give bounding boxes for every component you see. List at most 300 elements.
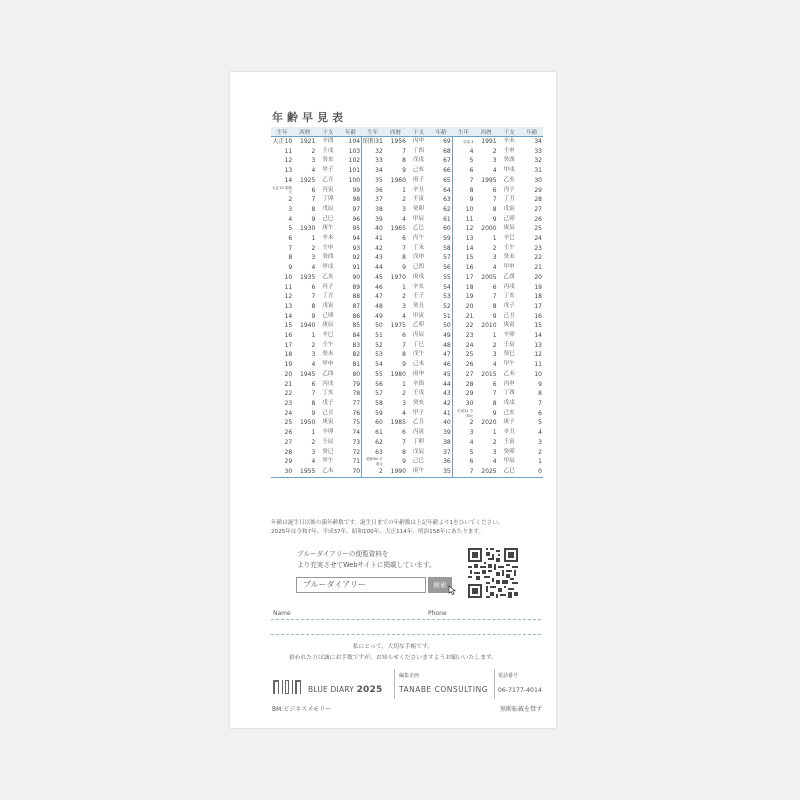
table-cell: 乙巳 <box>412 225 425 232</box>
table-cell: 4 <box>402 409 406 417</box>
table-cell: 2 <box>311 341 316 349</box>
table-cell: 39 <box>430 428 452 438</box>
column-header: 年齢 <box>430 127 452 137</box>
column-header: 年齢 <box>339 127 361 137</box>
table-cell: 95 <box>339 224 361 234</box>
table-cell: 102 <box>339 156 361 166</box>
table-cell: 12 <box>284 157 293 165</box>
table-cell: 40 <box>375 225 383 233</box>
table-cell: 47 <box>430 350 452 360</box>
footer-divider-1 <box>394 669 395 699</box>
table-cell: 58 <box>375 399 383 407</box>
table-row <box>271 467 543 477</box>
table-cell: 己亥 <box>503 409 515 416</box>
table-cell: 65 <box>430 176 452 186</box>
table-cell: 50 <box>430 321 452 331</box>
table-cell: 75 <box>339 418 361 428</box>
table-cell: 25 <box>534 225 542 233</box>
table-cell: 12 <box>284 293 293 301</box>
table-cell: 98 <box>339 195 361 205</box>
page-title: 年齢早見表 <box>272 111 347 124</box>
table-cell: 辛未 <box>503 138 515 144</box>
table-cell: 25 <box>465 351 474 359</box>
table-cell: 1 <box>402 186 406 194</box>
table-cell: 1 <box>538 458 542 466</box>
table-cell: 7 <box>492 293 497 301</box>
table-cell: 20 <box>284 370 293 378</box>
table-cell: 1955 <box>293 467 316 477</box>
table-cell: 1950 <box>300 419 316 427</box>
table-cell: 6 <box>492 283 497 291</box>
table-cell: 34 <box>375 167 383 175</box>
table-cell: 庚子 <box>412 176 425 183</box>
table-cell: 3 <box>492 351 497 359</box>
table-cell: 25 <box>284 419 293 427</box>
column-header: 年齢 <box>521 127 543 137</box>
table-cell: 7 <box>469 176 474 184</box>
table-cell: 38 <box>430 438 452 448</box>
table-cell: 8 <box>492 302 497 310</box>
table-cell: 辛卯 <box>322 429 334 436</box>
table-row <box>271 195 543 205</box>
table-cell: 85 <box>339 321 361 331</box>
table-cell: 51 <box>430 312 452 322</box>
table-row <box>271 224 543 234</box>
table-cell: 丁巳 <box>412 341 425 348</box>
cursor-icon <box>448 585 457 595</box>
table-cell: 1 <box>402 283 406 291</box>
diary-page <box>230 72 556 728</box>
brand-year: 2025 <box>356 685 383 695</box>
table-cell: 19 <box>534 283 542 291</box>
table-cell: 7 <box>452 467 474 477</box>
table-cell: 9 <box>492 215 497 223</box>
table-cell: 22 <box>534 254 542 262</box>
promo-line-2: より充実させてWebサイトに掲載しています。 <box>297 561 436 569</box>
table-row <box>271 186 543 196</box>
table-cell: 1945 <box>300 370 316 378</box>
table-cell: 78 <box>339 389 361 399</box>
table-cell: 18 <box>534 293 542 301</box>
promo-text <box>297 549 436 571</box>
table-cell: 丙申 <box>503 380 515 387</box>
table-cell: 55 <box>375 370 383 378</box>
table-cell: 4 <box>492 361 497 369</box>
table-cell: 辛巳 <box>503 235 515 242</box>
table-cell: 1980 <box>390 370 406 378</box>
table-cell: 13 <box>284 167 293 175</box>
table-cell: 32 <box>534 157 542 165</box>
table-cell: 9 <box>402 361 406 369</box>
table-cell: 50 <box>375 322 383 330</box>
footer-divider-2 <box>494 669 495 699</box>
table-cell: 74 <box>339 428 361 438</box>
table-cell: 2 <box>311 147 316 155</box>
table-cell: 15 <box>284 322 293 330</box>
owner-message-2: 拾われた方は誠にお手数ですが、お知らせくださいますようお願いいたします。 <box>288 655 498 661</box>
table-cell: 3 <box>492 254 497 262</box>
table-cell: 辛亥 <box>412 283 425 290</box>
table-cell: 80 <box>339 370 361 380</box>
table-cell: 88 <box>339 292 361 302</box>
table-cell: 甲申 <box>322 361 334 368</box>
table-cell: 6 <box>311 380 316 388</box>
table-cell: 19 <box>284 361 293 369</box>
table-cell: 1965 <box>390 225 406 233</box>
table-row <box>271 418 543 428</box>
table-cell: 27 <box>465 370 474 378</box>
table-cell: 乙酉 <box>503 273 515 280</box>
table-cell: 15 <box>534 322 542 330</box>
column-header: 干支 <box>407 127 430 137</box>
table-cell: 7 <box>288 244 293 252</box>
column-header: 干支 <box>498 127 521 137</box>
table-cell: 29 <box>284 458 293 466</box>
table-row <box>271 457 543 467</box>
table-cell: 9 <box>402 458 406 466</box>
search-box <box>296 577 454 593</box>
table-cell: 己丑 <box>503 312 515 319</box>
table-row <box>271 205 543 215</box>
table-cell: 癸巳 <box>503 351 515 358</box>
table-cell: 癸未 <box>322 351 334 358</box>
table-cell: 2025 <box>474 467 497 477</box>
table-cell: 甲午 <box>322 458 334 465</box>
table-cell: 辛卯 <box>503 332 515 339</box>
table-cell: 46 <box>430 360 452 370</box>
table-row <box>271 176 543 186</box>
table-cell: 79 <box>339 380 361 390</box>
table-cell: 7 <box>311 293 316 301</box>
table-cell: 己酉 <box>412 264 425 271</box>
table-cell: 戊辰 <box>322 205 334 212</box>
table-row <box>271 380 543 390</box>
table-cell: 甲子 <box>322 167 334 174</box>
table-cell: 1960 <box>390 176 406 184</box>
table-cell: 戊申 <box>412 254 425 261</box>
table-cell: 21 <box>534 264 542 272</box>
search-input[interactable]: ブルーダイアリー <box>296 577 426 593</box>
table-cell: 戊戌 <box>503 399 515 406</box>
table-cell: 8 <box>288 254 293 262</box>
table-cell: 26 <box>534 215 542 223</box>
table-cell: 1 <box>402 380 406 388</box>
table-cell: 48 <box>430 341 452 351</box>
table-cell: 6 <box>492 186 497 194</box>
table-cell: 34 <box>534 138 542 145</box>
table-cell: 2005 <box>481 273 497 281</box>
table-cell: 4 <box>311 167 316 175</box>
brand-name <box>308 685 382 695</box>
table-cell: 9 <box>402 264 406 272</box>
table-row <box>271 331 543 341</box>
table-cell: 77 <box>339 399 361 409</box>
table-cell: 35 <box>375 176 383 184</box>
table-cell: 11 <box>534 361 542 369</box>
phone-label: Phone <box>428 610 447 617</box>
editor-label: 編集企画 <box>399 673 420 679</box>
table-cell: 1 <box>492 429 497 437</box>
table-cell: 54 <box>375 361 383 369</box>
table-cell: 52 <box>375 341 383 349</box>
table-cell: 71 <box>339 457 361 467</box>
table-cell: 17 <box>465 273 474 281</box>
table-cell: 1935 <box>300 273 316 281</box>
table-cell: 6 <box>402 429 406 437</box>
table-cell: 29 <box>534 186 542 194</box>
table-cell: 89 <box>339 283 361 293</box>
table-cell: 3 <box>402 205 406 213</box>
column-header: 生年 <box>271 127 293 137</box>
qr-code-icon <box>468 548 518 598</box>
table-cell: 17 <box>284 341 293 349</box>
table-cell: 1970 <box>390 273 406 281</box>
table-cell: 甲午 <box>503 361 515 368</box>
table-cell: 56 <box>430 263 452 273</box>
table-cell: 10 <box>284 273 293 281</box>
table-cell: 21 <box>284 380 293 388</box>
table-cell: 68 <box>430 147 452 157</box>
table-cell: 丙午 <box>412 235 425 242</box>
table-cell: 1 <box>492 235 497 243</box>
table-cell: 44 <box>430 380 452 390</box>
table-row <box>271 234 543 244</box>
table-cell: 11 <box>465 215 474 223</box>
table-cell: 3 <box>492 448 497 456</box>
table-cell: 4 <box>311 361 316 369</box>
table-cell: 69 <box>430 137 452 147</box>
table-cell: 4 <box>402 312 406 320</box>
footer-left: BM:ビジネスメモリー <box>272 706 332 713</box>
table-cell: 壬戌 <box>412 390 425 397</box>
table-cell: 54 <box>430 283 452 293</box>
table-cell: 9 <box>311 312 316 320</box>
table-cell: 10 <box>534 370 542 378</box>
table-cell: 甲辰 <box>503 458 515 465</box>
table-cell: 6 <box>469 458 474 466</box>
age-table <box>271 127 543 478</box>
table-row <box>271 312 543 322</box>
table-cell: 己丑 <box>322 409 334 416</box>
table-cell: 3 <box>402 399 406 407</box>
table-row <box>271 438 543 448</box>
table-cell: 24 <box>534 235 542 243</box>
table-cell: 戊子 <box>503 302 515 309</box>
table-cell: 2 <box>402 390 406 398</box>
divider <box>271 634 541 635</box>
table-cell: 癸酉 <box>503 157 515 164</box>
table-cell: 37 <box>430 448 452 458</box>
table-cell: 9 <box>538 380 542 388</box>
table-row <box>271 253 543 263</box>
table-cell: 12 <box>534 351 542 359</box>
table-cell: 辛丑 <box>412 186 425 193</box>
table-cell: 15 <box>465 254 474 262</box>
column-header: 生年 <box>452 127 474 137</box>
table-cell: 1940 <box>300 322 316 330</box>
table-cell: 53 <box>430 292 452 302</box>
table-cell: 20 <box>465 302 474 310</box>
name-line <box>271 619 541 620</box>
table-cell: 12 <box>465 225 474 233</box>
table-cell: 59 <box>375 409 383 417</box>
table-cell: 4 <box>469 147 474 155</box>
table-cell: 2 <box>492 438 497 446</box>
table-cell: 22 <box>284 390 293 398</box>
search-button[interactable]: 検索 <box>428 577 452 593</box>
table-cell: 丁未 <box>412 244 425 251</box>
table-cell: 35 <box>430 467 452 477</box>
table-cell: 1925 <box>300 176 316 184</box>
table-cell: 己未 <box>412 361 425 368</box>
footer-right: 無断転載を禁ず <box>499 706 542 713</box>
table-cell: 7 <box>311 390 316 398</box>
table-cell: 3 <box>492 157 497 165</box>
table-cell: 40 <box>430 418 452 428</box>
table-cell: 67 <box>430 156 452 166</box>
table-cell: 丙戌 <box>322 380 334 387</box>
table-cell: 2020 <box>481 419 497 427</box>
table-cell: 1930 <box>300 225 316 233</box>
table-cell: 1 <box>311 429 316 437</box>
table-cell: 丁酉 <box>503 390 515 397</box>
table-cell: 2 <box>492 341 497 349</box>
table-cell: 45 <box>430 370 452 380</box>
table-cell: 4 <box>469 438 474 446</box>
table-cell: 28 <box>284 448 293 456</box>
table-cell: 乙丑 <box>322 176 334 183</box>
table-cell: 1 <box>311 332 316 340</box>
table-cell: 大正10 <box>272 138 293 145</box>
table-cell: 87 <box>339 302 361 312</box>
column-header: 生年 <box>362 127 384 137</box>
table-cell: 癸亥 <box>322 157 334 164</box>
table-cell: 6 <box>492 380 497 388</box>
table-cell: 甲戌 <box>322 264 334 271</box>
table-cell: 58 <box>430 244 452 254</box>
table-cell: 乙亥 <box>503 176 515 183</box>
table-cell: 庚午 <box>407 467 430 477</box>
table-cell: 昭和31 <box>363 138 383 145</box>
table-cell: 56 <box>375 380 383 388</box>
table-cell: 戊辰 <box>412 448 425 455</box>
table-cell: 92 <box>339 253 361 263</box>
table-cell: 61 <box>375 429 383 437</box>
tel-value: 06-7177-4014 <box>498 687 542 694</box>
table-cell: 4 <box>311 264 316 272</box>
table-cell: 癸卯 <box>412 205 425 212</box>
table-note <box>271 519 547 537</box>
brand-text: BLUE DIARY <box>308 685 354 694</box>
table-cell: 14 <box>284 312 293 320</box>
table-cell: 昭和64 平成元 <box>366 457 383 467</box>
table-cell: 9 <box>469 196 474 204</box>
table-cell: 104 <box>339 137 361 147</box>
table-cell: 庚午 <box>322 225 334 232</box>
table-cell: 36 <box>430 457 452 467</box>
table-cell: 83 <box>339 341 361 351</box>
table-cell: 22 <box>465 322 474 330</box>
table-cell: 9 <box>492 409 497 417</box>
table-cell: 8 <box>469 186 474 194</box>
table-cell: 9 <box>288 264 293 272</box>
table-cell: 戊戌 <box>412 157 425 164</box>
table-row <box>271 370 543 380</box>
table-cell: 2000 <box>481 225 497 233</box>
table-cell: 9 <box>402 167 406 175</box>
table-cell: 庚寅 <box>322 419 334 426</box>
table-cell: 6 <box>402 332 406 340</box>
table-cell: 5 <box>469 157 474 165</box>
table-header <box>271 127 543 137</box>
table-cell: 33 <box>534 147 542 155</box>
table-cell: 59 <box>430 234 452 244</box>
table-cell: 庚辰 <box>322 322 334 329</box>
table-cell: 13 <box>284 302 293 310</box>
table-cell: 39 <box>375 215 383 223</box>
table-cell: 己卯 <box>322 312 334 319</box>
table-cell: 14 <box>534 332 542 340</box>
table-cell: 16 <box>534 312 542 320</box>
table-cell: 4 <box>288 215 293 223</box>
table-cell: 壬戌 <box>322 147 334 154</box>
table-cell: 57 <box>375 390 383 398</box>
table-cell: 7 <box>402 147 406 155</box>
table-cell: 乙卯 <box>412 322 425 329</box>
table-cell: 8 <box>492 399 497 407</box>
table-row <box>271 341 543 351</box>
table-cell: 44 <box>375 264 383 272</box>
table-cell: 丁亥 <box>322 390 334 397</box>
table-row <box>271 273 543 283</box>
table-cell: 18 <box>465 283 474 291</box>
table-cell: 26 <box>465 361 474 369</box>
table-cell: 乙未 <box>503 370 515 377</box>
table-cell: 101 <box>339 166 361 176</box>
table-cell: 1990 <box>384 467 407 477</box>
table-cell: 丁丑 <box>503 196 515 203</box>
column-header: 西暦 <box>474 127 497 137</box>
table-cell: 丁丑 <box>322 293 334 300</box>
table-cell: 2 <box>402 196 406 204</box>
table-cell: 甲子 <box>412 409 425 416</box>
table-cell: 壬子 <box>412 293 425 300</box>
table-cell: 甲寅 <box>412 312 425 319</box>
table-cell: 1921 <box>300 138 316 145</box>
table-cell: 丁卯 <box>322 196 334 203</box>
table-cell: 6 <box>288 235 293 243</box>
table-cell: 1991 <box>481 138 497 145</box>
table-cell: 癸丑 <box>412 302 425 309</box>
table-cell: 3 <box>469 429 474 437</box>
table-cell: 3 <box>311 351 316 359</box>
column-header: 西暦 <box>384 127 407 137</box>
table-row <box>271 350 543 360</box>
table-cell: 癸亥 <box>412 399 425 406</box>
table-cell: 28 <box>534 196 542 204</box>
table-cell: 2 <box>492 244 497 252</box>
table-cell: 丁亥 <box>503 293 515 300</box>
editor-name: TANABE CONSULTING <box>399 685 489 694</box>
table-cell: 7 <box>538 399 542 407</box>
table-cell: 13 <box>534 341 542 349</box>
table-cell: 96 <box>339 215 361 225</box>
table-cell: 己卯 <box>503 215 515 222</box>
table-cell: 平成 3 <box>462 139 474 144</box>
table-cell: 4 <box>492 458 497 466</box>
table-row <box>271 399 543 409</box>
table-cell: 7 <box>402 438 406 446</box>
